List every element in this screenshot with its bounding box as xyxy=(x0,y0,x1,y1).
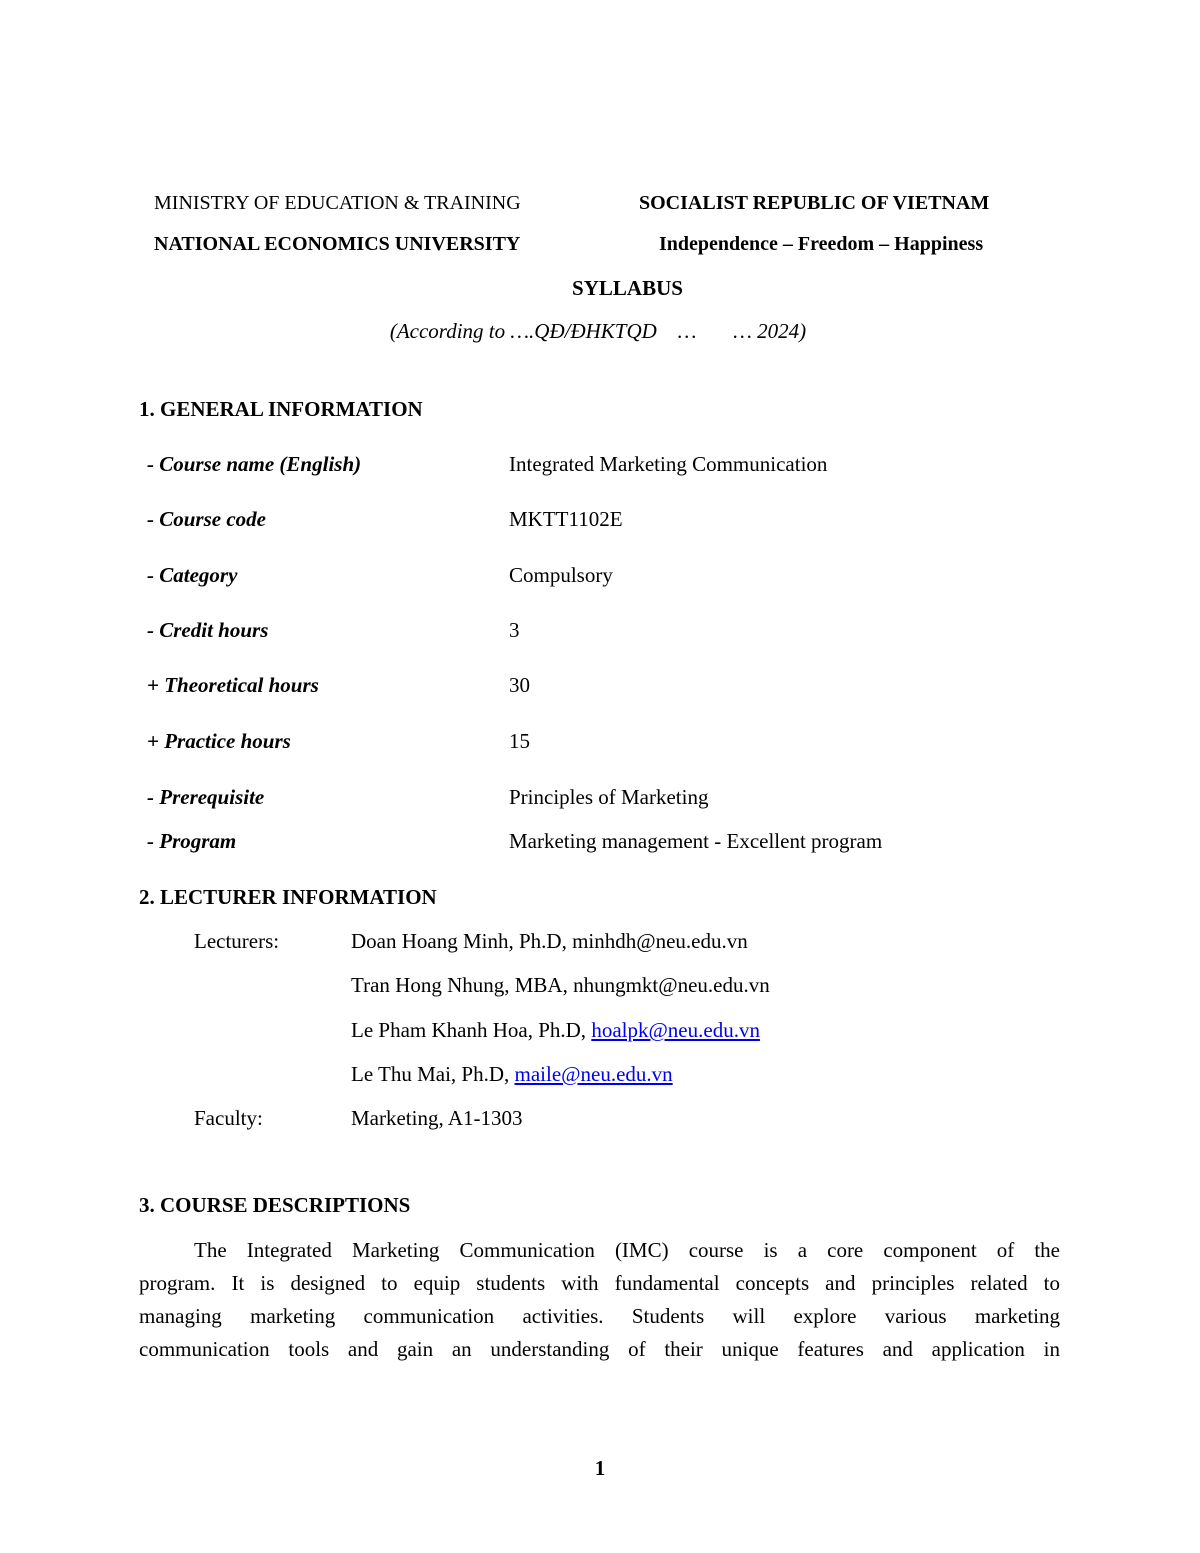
course-code-value: MKTT1102E xyxy=(509,507,623,531)
faculty-label: Faculty: xyxy=(194,1106,263,1130)
category-value: Compulsory xyxy=(509,563,613,587)
page-number: 1 xyxy=(594,1456,606,1480)
paragraph-line: program. It is designed to equip students with fundamental concepts and principles related to xyxy=(139,1271,1060,1295)
prerequisite-label: - Prerequisite xyxy=(147,785,265,809)
lecturer-email: nhungmkt@neu.edu.vn xyxy=(573,973,770,997)
decision-reference: (According to ….QĐ/ĐHKTQD … … 2024) xyxy=(389,319,807,343)
university-name: NATIONAL ECONOMICS UNIVERSITY xyxy=(154,233,521,255)
lecturer-entry xyxy=(351,1062,673,1087)
lecturer-name: Tran Hong Nhung, MBA, xyxy=(351,973,574,997)
theoretical-hours-label: + Theoretical hours xyxy=(147,673,319,697)
category-label: - Category xyxy=(147,563,238,587)
practice-hours-value: 15 xyxy=(509,729,530,753)
course-description-paragraph xyxy=(139,1234,1060,1366)
paragraph-line: managing marketing communication activities. Students will explore various marketing xyxy=(139,1304,1060,1328)
section-general-heading: 1. GENERAL INFORMATION xyxy=(139,397,423,421)
course-name-value: Integrated Marketing Communication xyxy=(509,452,828,476)
lecturer-entry xyxy=(351,973,770,998)
course-name-label: - Course name (English) xyxy=(147,452,362,476)
theoretical-hours-value: 30 xyxy=(509,673,530,697)
credit-hours-label: - Credit hours xyxy=(147,618,269,642)
lecturer-entry xyxy=(351,1018,760,1043)
program-label: - Program xyxy=(147,829,237,853)
page-title: SYLLABUS xyxy=(572,276,683,300)
course-code-label: - Course code xyxy=(147,507,266,531)
lecturer-entry xyxy=(351,929,748,954)
lecturer-email: minhdh@neu.edu.vn xyxy=(572,929,748,953)
credit-hours-value: 3 xyxy=(509,618,520,642)
paragraph-line: communication tools and gain an understanding of their unique features and application in xyxy=(139,1337,1060,1361)
prerequisite-value: Principles of Marketing xyxy=(509,785,709,809)
practice-hours-label: + Practice hours xyxy=(147,729,291,753)
ministry-name: MINISTRY OF EDUCATION & TRAINING xyxy=(154,192,521,214)
section-description-heading: 3. COURSE DESCRIPTIONS xyxy=(139,1193,411,1217)
program-value: Marketing management - Excellent program xyxy=(509,829,883,853)
lecturer-name: Doan Hoang Minh, Ph.D, xyxy=(351,929,573,953)
lecturer-name: Le Thu Mai, Ph.D, xyxy=(351,1062,515,1086)
lecturer-email-link[interactable]: hoalpk@neu.edu.vn xyxy=(591,1018,760,1042)
lecturer-email-link[interactable]: maile@neu.edu.vn xyxy=(514,1062,673,1086)
section-lecturer-heading: 2. LECTURER INFORMATION xyxy=(139,885,437,909)
lecturers-label: Lecturers: xyxy=(194,929,280,953)
lecturer-name: Le Pham Khanh Hoa, Ph.D, xyxy=(351,1018,592,1042)
faculty-value: Marketing, A1-1303 xyxy=(351,1106,523,1130)
national-motto: Independence – Freedom – Happiness xyxy=(659,233,984,255)
paragraph-line: The Integrated Marketing Communication (IMC) course is a core component of the xyxy=(194,1238,1060,1262)
country-name: SOCIALIST REPUBLIC OF VIETNAM xyxy=(639,192,990,214)
